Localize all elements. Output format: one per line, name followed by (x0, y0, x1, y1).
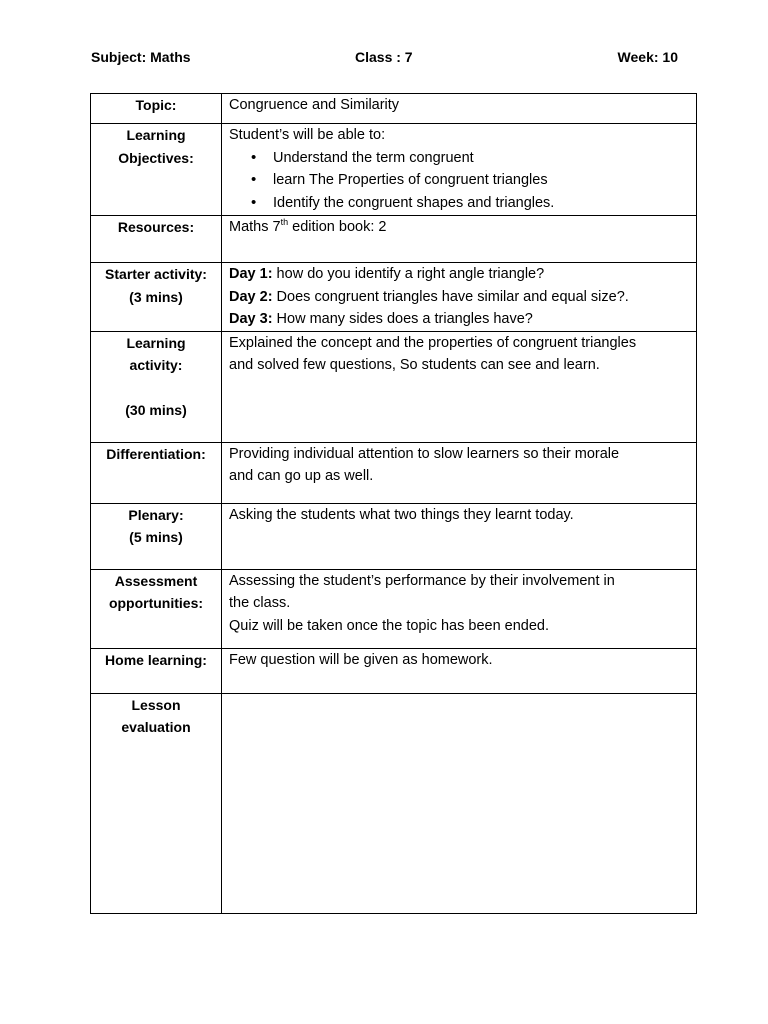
differentiation-label: Differentiation: (106, 445, 206, 462)
plenary-label-line1: Plenary: (128, 506, 184, 523)
row-lesson-evaluation (91, 693, 697, 913)
row-differentiation (91, 442, 697, 503)
day-label: Day 1: (229, 266, 273, 282)
differentiation-line1: Providing individual attention to slow learners so their morale (229, 445, 620, 462)
week-heading: Week: 10 (617, 49, 678, 65)
row-resources (91, 216, 697, 263)
page-header (91, 49, 678, 69)
differentiation-value-cell (222, 442, 697, 503)
resources-value-pre: Maths 7 (229, 219, 281, 235)
learning-activity-line1: Explained the concept and the properties of congruent triangles (229, 334, 637, 351)
starter-day-1 (229, 263, 690, 286)
assessment-value-cell (222, 569, 697, 648)
plenary-value-cell (222, 503, 697, 569)
starter-day-3 (229, 308, 690, 331)
plenary-value: Asking the students what two things they learnt today. (229, 506, 574, 523)
starter-label-line2: (3 mins) (129, 288, 183, 305)
learning-activity-line2: and solved few questions, So students can see and learn. (229, 357, 600, 373)
subject-heading: Subject: Maths (91, 49, 191, 65)
assessment-label-line1: Assessment (114, 572, 198, 589)
row-learning-activity (91, 331, 697, 442)
objectives-list (229, 147, 690, 215)
learning-activity-value-cell (222, 331, 697, 442)
learning-activity-label-cell (91, 331, 222, 442)
home-learning-label-cell (91, 648, 222, 693)
objectives-value-cell (222, 124, 697, 216)
home-learning-value-cell (222, 648, 697, 693)
list-item: • learn The Properties of congruent triangles (273, 169, 690, 192)
topic-label-cell (91, 94, 222, 124)
assessment-label-cell (91, 569, 222, 648)
evaluation-label-line2: evaluation (121, 719, 191, 735)
evaluation-label-line1: Lesson (131, 696, 181, 713)
list-item: • Understand the term congruent (273, 147, 690, 170)
list-item: • Identify the congruent shapes and triangles. (273, 192, 690, 215)
home-learning-label: Home learning: (105, 651, 207, 668)
topic-label: Topic: (135, 97, 177, 113)
objectives-label-line1: Learning (126, 127, 186, 143)
day-text: how do you identify a right angle triangle? (272, 266, 545, 282)
assessment-label-line2: opportunities: (108, 595, 204, 611)
objectives-label-line2: Objectives: (118, 149, 194, 166)
resources-label: Resources: (117, 219, 195, 235)
row-starter-activity (91, 263, 697, 332)
resources-value-cell (222, 216, 697, 263)
resources-value-post: edition book: 2 (288, 219, 387, 235)
differentiation-label-cell (91, 442, 222, 503)
starter-value-cell (222, 263, 697, 332)
row-plenary (91, 503, 697, 569)
assessment-line1: Assessing the student’s performance by their involvement in (229, 572, 615, 589)
learning-activity-label-line2: activity: (129, 357, 183, 373)
home-learning-value: Few question will be given as homework. (229, 651, 493, 668)
row-assessment (91, 569, 697, 648)
learning-activity-label-line3: (30 mins) (125, 401, 187, 418)
assessment-line2: the class. (229, 595, 291, 611)
lesson-plan-table (90, 93, 697, 914)
starter-label-cell (91, 263, 222, 332)
topic-value-cell (222, 94, 697, 124)
label-spacer (93, 377, 219, 399)
row-topic (91, 94, 697, 124)
resources-value-sup: th (280, 217, 289, 228)
learning-activity-label-line1: Learning (126, 334, 186, 351)
starter-label-line1: Starter activity: (105, 266, 207, 282)
day-label: Day 2: (229, 288, 273, 305)
evaluation-label-cell (91, 693, 222, 913)
objectives-label-cell (91, 124, 222, 216)
resources-label-cell (91, 216, 222, 263)
plenary-label-cell (91, 503, 222, 569)
resources-value (229, 216, 690, 239)
assessment-line3: Quiz will be taken once the topic has been ended. (229, 617, 550, 634)
day-text: Does congruent triangles have similar and equal size?. (272, 288, 629, 305)
objectives-intro: Student’s will be able to: (229, 127, 386, 143)
day-label: Day 3: (229, 311, 273, 327)
class-heading: Class : 7 (355, 49, 413, 65)
row-home-learning (91, 648, 697, 693)
topic-value: Congruence and Similarity (229, 97, 400, 113)
plenary-label-line2: (5 mins) (129, 529, 183, 545)
row-objectives (91, 124, 697, 216)
differentiation-line2: and can go up as well. (229, 468, 374, 484)
day-text: How many sides does a triangles have? (272, 311, 533, 327)
starter-day-2 (229, 286, 690, 309)
evaluation-value-cell[interactable] (222, 693, 697, 913)
